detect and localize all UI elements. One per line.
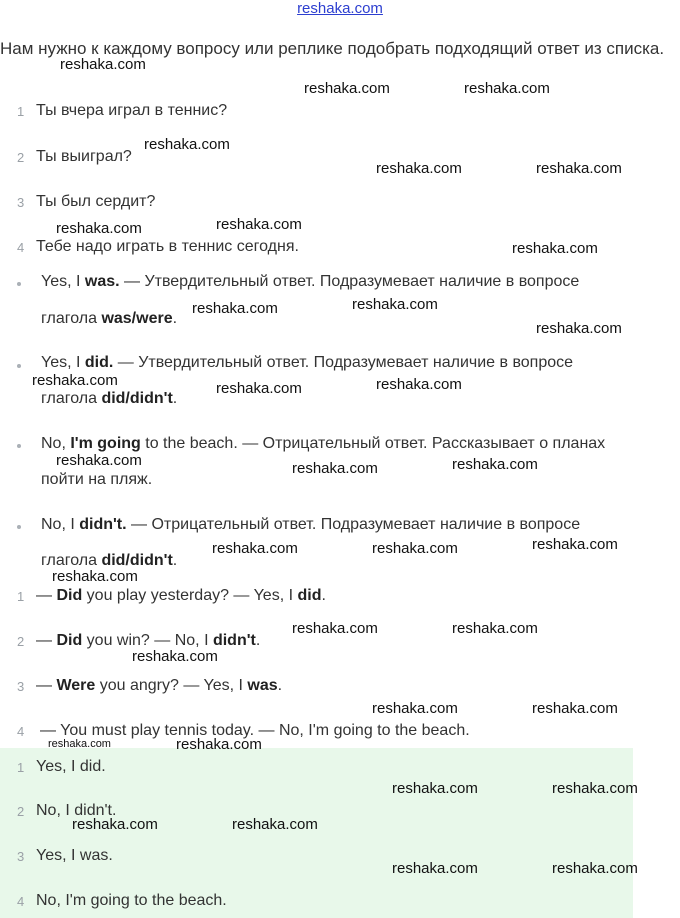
question-text: Ты был сердит? — [36, 193, 156, 210]
dialogue-text: — Were you angry? — Yes, I was. — [36, 677, 283, 694]
watermark: reshaka.com — [292, 460, 378, 477]
watermark: reshaka.com — [536, 320, 622, 337]
watermark: reshaka.com — [60, 56, 146, 73]
bullet-icon — [17, 282, 21, 286]
watermark: reshaka.com — [532, 536, 618, 553]
question-text: Ты вчера играл в теннис? — [36, 102, 228, 119]
dialogue-text: — Did you win? — No, I didn't. — [36, 632, 261, 649]
item-number: 2 — [17, 150, 25, 165]
item-number: 3 — [17, 195, 25, 210]
watermark: reshaka.com — [192, 300, 278, 317]
item-number: 3 — [17, 679, 25, 694]
answer-text: Yes, I was. — [36, 847, 113, 864]
explanation-line-2: глагола was/were. — [41, 310, 178, 327]
watermark: reshaka.com — [392, 780, 478, 797]
watermark: reshaka.com — [212, 540, 298, 557]
question-text: Ты выиграл? — [36, 148, 132, 165]
watermark: reshaka.com — [176, 736, 262, 753]
watermark: reshaka.com — [52, 568, 138, 585]
watermark: reshaka.com — [464, 80, 550, 97]
explanation-line-2: глагола did/didn't. — [41, 390, 178, 407]
bullet-icon — [17, 525, 21, 529]
answer-text: No, I'm going to the beach. — [36, 892, 227, 909]
watermark: reshaka.com — [376, 160, 462, 177]
watermark: reshaka.com — [144, 136, 230, 153]
intro-text: Нам нужно к каждому вопросу или реплике подобрать подходящий ответ из списка. — [0, 39, 665, 58]
bullet-icon — [17, 444, 21, 448]
explanation-line-1: No, I didn't. — Отрицательный ответ. Подразумевает наличие в вопросе — [41, 516, 581, 533]
watermark: reshaka.com — [512, 240, 598, 257]
item-number: 1 — [17, 589, 25, 604]
item-number: 4 — [17, 240, 25, 255]
watermark: reshaka.com — [216, 216, 302, 233]
watermark: reshaka.com — [232, 816, 318, 833]
item-number: 2 — [17, 804, 25, 819]
dialogue-text: — Did you play yesterday? — Yes, I did. — [36, 587, 326, 604]
item-number: 1 — [17, 760, 25, 775]
watermark: reshaka.com — [56, 220, 142, 237]
watermark: reshaka.com — [32, 372, 118, 389]
watermark: reshaka.com — [352, 296, 438, 313]
explanation-line-2: глагола did/didn't. — [41, 552, 178, 569]
watermark: reshaka.com — [536, 160, 622, 177]
question-text: Тебе надо играть в теннис сегодня. — [36, 238, 299, 255]
watermark: reshaka.com — [376, 376, 462, 393]
watermark: reshaka.com — [392, 860, 478, 877]
watermark: reshaka.com — [48, 738, 111, 750]
watermark: reshaka.com — [56, 452, 142, 469]
watermark: reshaka.com — [216, 380, 302, 397]
watermark: reshaka.com — [72, 816, 158, 833]
watermark: reshaka.com — [372, 700, 458, 717]
watermark: reshaka.com — [132, 648, 218, 665]
bullet-icon — [17, 364, 21, 368]
watermark: reshaka.com — [552, 780, 638, 797]
watermark: reshaka.com — [552, 860, 638, 877]
explanation-line-1: Yes, I did. — Утвердительный ответ. Подразумевает наличие в вопросе — [41, 354, 574, 371]
watermark: reshaka.com — [532, 700, 618, 717]
item-number: 1 — [17, 104, 25, 119]
item-number: 2 — [17, 634, 25, 649]
answer-text: No, I didn't. — [36, 802, 117, 819]
dialogue-text: — You must play tennis today. — No, I'm going to the beach. — [40, 722, 470, 739]
explanation-line-1: No, I'm going to the beach. — Отрицательный ответ. Рассказывает о планах — [41, 435, 606, 452]
watermark: reshaka.com — [372, 540, 458, 557]
watermark: reshaka.com — [452, 620, 538, 637]
item-number: 3 — [17, 849, 25, 864]
explanation-line-2: пойти на пляж. — [41, 471, 153, 488]
item-number: 4 — [17, 724, 25, 739]
watermark: reshaka.com — [292, 620, 378, 637]
explanation-line-1: Yes, I was. — Утвердительный ответ. Подразумевает наличие в вопросе — [41, 273, 580, 290]
watermark: reshaka.com — [452, 456, 538, 473]
site-header-link[interactable]: reshaka.com — [297, 0, 383, 17]
answer-text: Yes, I did. — [36, 758, 106, 775]
item-number: 4 — [17, 894, 25, 909]
watermark: reshaka.com — [304, 80, 390, 97]
